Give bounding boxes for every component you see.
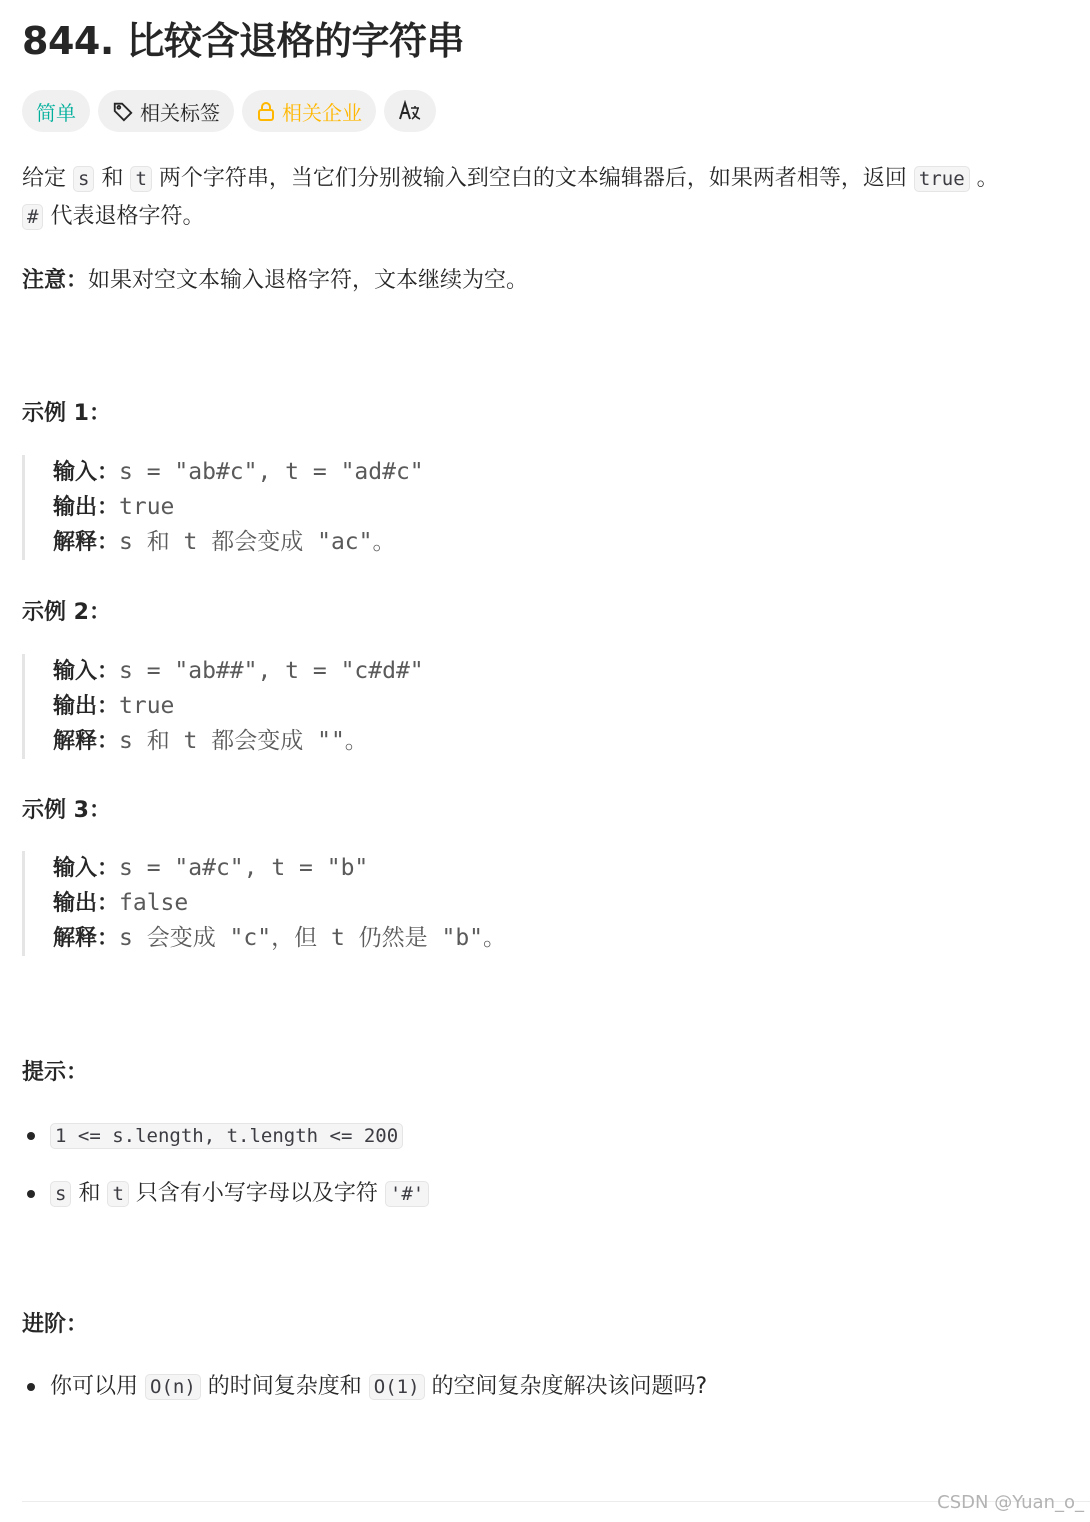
explain-label: 解释： xyxy=(53,729,120,754)
hint-text: 只含有小写字母以及字符 xyxy=(128,1181,385,1206)
example-explanation: s 和 t 都会变成 "ac"。 xyxy=(119,529,396,555)
example-input: s = "ab##", t = "c#d#" xyxy=(119,658,424,684)
output-label: 输出： xyxy=(53,694,120,719)
inline-code-o1: O(1) xyxy=(369,1374,425,1400)
companies-tag-label: 相关企业 xyxy=(282,100,362,125)
tag-row xyxy=(22,90,436,132)
description-text: 代表退格字符。 xyxy=(43,204,205,229)
lock-icon xyxy=(256,100,276,122)
explain-label: 解释： xyxy=(53,530,120,555)
inline-code-true: true xyxy=(914,166,970,192)
advanced-text: 的时间复杂度和 xyxy=(200,1374,369,1399)
list-item xyxy=(22,1117,429,1155)
watermark: CSDN @Yuan_o_ xyxy=(937,1492,1084,1513)
advanced-text: 你可以用 xyxy=(50,1374,145,1399)
example-explanation: s 会变成 "c"，但 t 仍然是 "b"。 xyxy=(119,925,507,951)
topics-tag-label: 相关标签 xyxy=(140,100,220,125)
input-label: 输入： xyxy=(53,659,120,684)
list-item xyxy=(22,1368,707,1406)
input-label: 输入： xyxy=(53,460,120,485)
advanced-list xyxy=(22,1368,707,1406)
example-1-block xyxy=(22,455,424,560)
topics-tag-button[interactable] xyxy=(98,90,234,132)
hint-text: 和 xyxy=(71,1181,108,1206)
inline-code-hash: # xyxy=(22,204,43,230)
inline-code-on: O(n) xyxy=(145,1374,201,1400)
note-text: 如果对空文本输入退格字符，文本继续为空。 xyxy=(88,268,529,293)
translate-button[interactable] xyxy=(384,90,436,132)
constraint-code: 1 <= s.length, t.length <= 200 xyxy=(50,1123,403,1149)
example-explanation: s 和 t 都会变成 ""。 xyxy=(119,728,368,754)
difficulty-tag[interactable] xyxy=(22,90,90,132)
divider xyxy=(22,1501,1090,1502)
advanced-text: 的空间复杂度解决该问题吗? xyxy=(424,1374,708,1399)
tag-icon xyxy=(112,100,134,122)
description-text: 两个字符串，当它们分别被输入到空白的文本编辑器后，如果两者相等，返回 xyxy=(151,166,914,191)
description-text: 和 xyxy=(94,166,131,191)
translate-icon xyxy=(398,100,422,122)
example-3-block xyxy=(22,851,506,956)
list-item xyxy=(22,1175,429,1213)
description-text: 。 xyxy=(969,166,999,191)
example-output: true xyxy=(119,494,175,520)
explain-label: 解释： xyxy=(53,926,120,951)
example-2-heading: 示例 2： xyxy=(22,600,111,625)
note-label: 注意： xyxy=(22,268,89,293)
example-input: s = "a#c", t = "b" xyxy=(119,855,369,881)
example-2-block xyxy=(22,654,424,759)
example-output: true xyxy=(119,693,175,719)
inline-code-s: s xyxy=(73,166,94,192)
example-3-heading: 示例 3： xyxy=(22,798,111,823)
hints-list xyxy=(22,1117,429,1213)
inline-code-t: t xyxy=(107,1181,128,1207)
advanced-heading: 进阶： xyxy=(22,1312,89,1337)
hints-heading: 提示： xyxy=(22,1060,89,1085)
output-label: 输出： xyxy=(53,891,120,916)
note-paragraph xyxy=(22,262,528,299)
inline-code-t: t xyxy=(130,166,151,192)
example-output: false xyxy=(119,890,189,916)
inline-code-s: s xyxy=(50,1181,71,1207)
example-1-heading: 示例 1： xyxy=(22,401,111,426)
description-paragraph xyxy=(22,160,999,236)
companies-tag-button[interactable] xyxy=(242,90,376,132)
description-text: 给定 xyxy=(22,166,73,191)
example-input: s = "ab#c", t = "ad#c" xyxy=(119,459,424,485)
input-label: 输入： xyxy=(53,856,120,881)
output-label: 输出： xyxy=(53,495,120,520)
problem-title: 844. 比较含退格的字符串 xyxy=(22,19,464,63)
inline-code-hash: '#' xyxy=(385,1181,429,1207)
difficulty-label: 简单 xyxy=(36,100,76,125)
